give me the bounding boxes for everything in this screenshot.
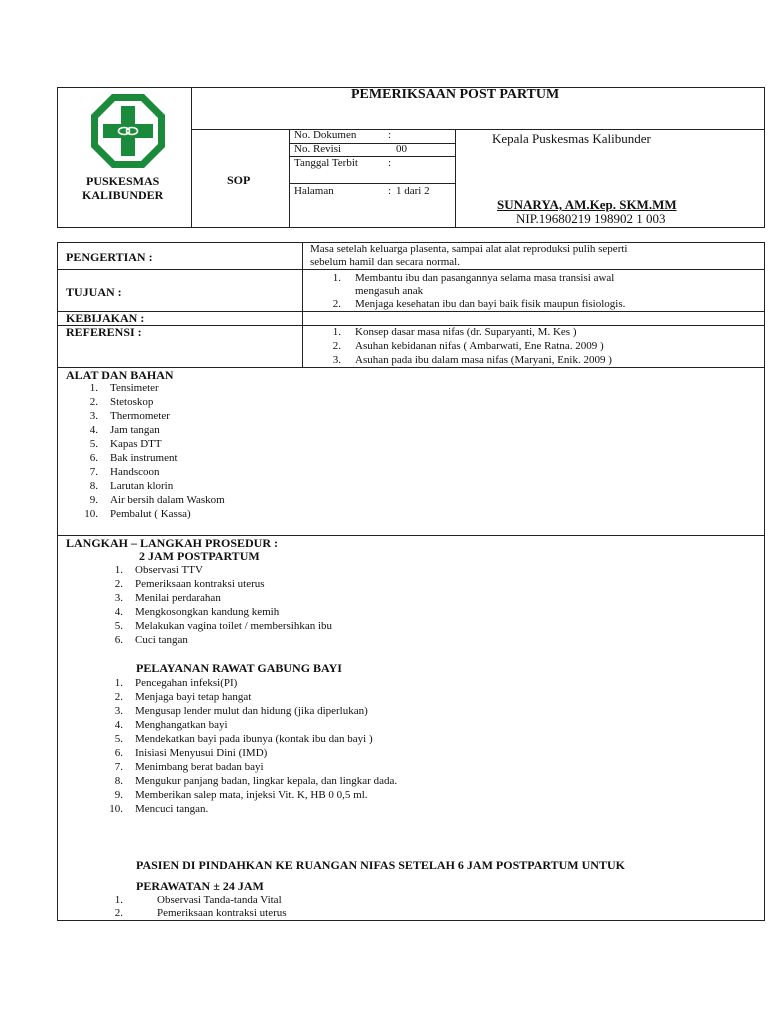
header-left-border: [57, 87, 58, 228]
postpartum-item-text: Pemeriksaan kontraksi uterus: [135, 578, 265, 590]
nifas-item-number: 1.: [114, 894, 123, 906]
alat-item-number: 10.: [84, 508, 98, 520]
postpartum-item-number: 4.: [114, 606, 123, 618]
alat-list: [74, 381, 374, 521]
rawat-gabung-item-text: Menimbang berat badan bayi: [135, 761, 264, 773]
head-name: SUNARYA, AM.Kep. SKM.MM: [497, 197, 677, 212]
referensi-item-number: 2.: [332, 340, 341, 352]
alat-item: [74, 395, 374, 409]
langkah-label: LANGKAH – LANGKAH PROSEDUR :: [66, 536, 279, 550]
pengertian-text-line2: sebelum hamil dan secara normal.: [310, 256, 460, 268]
tujuan-item-number: 1.: [332, 272, 341, 284]
sop-label: SOP: [227, 173, 251, 187]
nifas-item: [99, 907, 499, 920]
postpartum-item: [99, 605, 499, 619]
referensi-item-text: Konsep dasar masa nifas (dr. Suparyanti, M. Kes ): [355, 326, 577, 338]
issue-date-sep: :: [388, 157, 392, 169]
rawat-gabung-item-text: Mencuci tangan.: [135, 803, 209, 815]
doc-row-divider-3: [289, 183, 455, 184]
body-right-border: [764, 242, 765, 921]
alat-item-text: Thermometer: [110, 410, 170, 422]
tujuan-item-text: Menjaga kesehatan ibu dan bayi baik fisik maupun fisiologis.: [355, 298, 626, 310]
org-name-line2: KALIBUNDER: [82, 188, 164, 202]
postpartum-item: [99, 591, 499, 605]
body-bottom-border: [57, 920, 765, 921]
rawat-gabung-item: [99, 802, 539, 816]
doc-number-sep: :: [388, 129, 392, 141]
postpartum-item-text: Melakukan vagina toilet / membersihkan ibu: [135, 620, 333, 632]
rawat-gabung-item-number: 1.: [114, 677, 123, 689]
postpartum-item: [99, 619, 499, 633]
postpartum-item-text: Mengkosongkan kandung kemih: [135, 606, 280, 618]
alat-item-text: Larutan klorin: [110, 480, 174, 492]
kebijakan-label: KEBIJAKAN :: [66, 311, 145, 325]
header-title-divider: [191, 129, 765, 130]
section-2jam-title: 2 JAM POSTPARTUM: [139, 549, 260, 563]
section-nifas-title-line2: PERAWATAN ± 24 JAM: [136, 879, 264, 893]
postpartum-list: [99, 563, 499, 647]
alat-item-text: Handscoon: [110, 466, 160, 478]
alat-item-text: Pembalut ( Kassa): [110, 508, 191, 520]
body-column-divider: [302, 242, 303, 368]
postpartum-item-text: Menilai perdarahan: [135, 592, 221, 604]
alat-item-number: 2.: [89, 396, 98, 408]
rawat-gabung-item: [99, 704, 539, 718]
row-divider-pengertian: [57, 269, 765, 270]
rawat-gabung-item: [99, 774, 539, 788]
nifas-item: [99, 894, 499, 907]
rawat-gabung-item-text: Memberikan salep mata, injeksi Vit. K, HB 0 0,5 ml.: [135, 789, 368, 801]
postpartum-item-number: 2.: [114, 578, 123, 590]
nifas-list: [99, 894, 499, 920]
alat-item-number: 6.: [89, 452, 98, 464]
head-nip: NIP.19680219 198902 1 003: [516, 211, 666, 226]
rawat-gabung-item: [99, 718, 539, 732]
issue-date-label: Tanggal Terbit: [294, 157, 358, 169]
rawat-gabung-list: [99, 676, 539, 816]
rawat-gabung-item: [99, 690, 539, 704]
postpartum-item-text: Cuci tangan: [135, 634, 188, 646]
tujuan-item-text: Membantu ibu dan pasangannya selama masa transisi awal: [355, 272, 615, 284]
rawat-gabung-item-number: 8.: [114, 775, 123, 787]
alat-item-number: 9.: [89, 494, 98, 506]
rawat-gabung-item: [99, 732, 539, 746]
postpartum-item-number: 3.: [114, 592, 123, 604]
header-divider-doc: [455, 129, 456, 228]
alat-item: [74, 437, 374, 451]
page-title: PEMERIKSAAN POST PARTUM: [351, 87, 560, 102]
header-bottom-border: [57, 227, 765, 228]
postpartum-item-number: 5.: [114, 620, 123, 632]
rawat-gabung-item-number: 9.: [114, 789, 123, 801]
rawat-gabung-item-number: 4.: [114, 719, 123, 731]
alat-item-text: Bak instrument: [110, 452, 178, 464]
nifas-item-text: Pemeriksaan kontraksi uterus: [157, 907, 287, 919]
rawat-gabung-item-text: Inisiasi Menyusui Dini (IMD): [135, 747, 268, 759]
alat-item: [74, 451, 374, 465]
rawat-gabung-item-text: Menjaga bayi tetap hangat: [135, 691, 252, 703]
tujuan-item-text-cont: mengasuh anak: [355, 285, 424, 297]
head-title: Kepala Puskesmas Kalibunder: [492, 131, 651, 146]
rawat-gabung-item-text: Mengusap lender mulut dan hidung (jika diperlukan): [135, 705, 368, 717]
rawat-gabung-item: [99, 676, 539, 690]
alat-item-text: Tensimeter: [110, 382, 159, 394]
rawat-gabung-item-number: 10.: [109, 803, 123, 815]
tujuan-label: TUJUAN :: [66, 285, 122, 299]
page-label: Halaman: [294, 185, 334, 197]
alat-item-number: 4.: [89, 424, 98, 436]
rawat-gabung-item-text: Menghangatkan bayi: [135, 719, 228, 731]
rawat-gabung-item: [99, 788, 539, 802]
alat-item-number: 8.: [89, 480, 98, 492]
referensi-item-number: 1.: [332, 326, 341, 338]
rawat-gabung-item-number: 7.: [114, 761, 123, 773]
section-rawat-gabung-title: PELAYANAN RAWAT GABUNG BAYI: [136, 661, 342, 675]
header-right-border: [764, 87, 765, 228]
alat-item-text: Stetoskop: [110, 396, 154, 408]
alat-item-text: Kapas DTT: [110, 438, 162, 450]
alat-label: ALAT DAN BAHAN: [66, 368, 174, 382]
tujuan-item-number: 2.: [332, 298, 341, 310]
postpartum-item-number: 6.: [114, 634, 123, 646]
revision-value: 00: [396, 143, 407, 155]
pengertian-text-line1: Masa setelah keluarga plasenta, sampai alat alat reproduksi pulih seperti: [310, 243, 628, 255]
doc-number-label: No. Dokumen: [294, 129, 357, 141]
alat-item-number: 7.: [89, 466, 98, 478]
rawat-gabung-item: [99, 746, 539, 760]
pengertian-label: PENGERTIAN :: [66, 250, 153, 264]
rawat-gabung-item-number: 2.: [114, 691, 123, 703]
alat-item-text: Jam tangan: [110, 424, 160, 436]
nifas-item-text: Observasi Tanda-tanda Vital: [157, 894, 282, 906]
postpartum-item: [99, 633, 499, 647]
org-name-line1: PUSKESMAS: [86, 174, 160, 188]
header-divider-logo: [191, 87, 192, 228]
postpartum-item: [99, 563, 499, 577]
referensi-item-text: Asuhan kebidanan nifas ( Ambarwati, Ene Ratna. 2009 ): [355, 340, 604, 352]
nifas-item-number: 2.: [114, 907, 123, 919]
revision-label: No. Revisi: [294, 143, 342, 155]
alat-item-text: Air bersih dalam Waskom: [110, 494, 225, 506]
postpartum-item-text: Observasi TTV: [135, 564, 203, 576]
rawat-gabung-item-number: 6.: [114, 747, 123, 759]
rawat-gabung-item-number: 3.: [114, 705, 123, 717]
alat-item: [74, 381, 374, 395]
postpartum-item-number: 1.: [114, 564, 123, 576]
alat-item: [74, 493, 374, 507]
alat-item: [74, 507, 374, 521]
page-value: 1 dari 2: [396, 185, 430, 197]
referensi-item-text: Asuhan pada ibu dalam masa nifas (Maryani, Enik. 2009 ): [355, 354, 612, 366]
section-nifas-title-line1: PASIEN DI PINDAHKAN KE RUANGAN NIFAS SETELAH 6 JAM POSTPARTUM UNTUK: [136, 858, 625, 872]
rawat-gabung-item: [99, 760, 539, 774]
alat-item: [74, 423, 374, 437]
puskesmas-logo-icon: [89, 92, 167, 170]
rawat-gabung-item-text: Pencegahan infeksi(PI): [135, 677, 238, 689]
referensi-item-number: 3.: [332, 354, 341, 366]
alat-item: [74, 409, 374, 423]
body-left-border: [57, 242, 58, 921]
alat-item-number: 1.: [89, 382, 98, 394]
rawat-gabung-item-text: Mengukur panjang badan, lingkar kepala, dan lingkar dada.: [135, 775, 398, 787]
alat-item-number: 3.: [89, 410, 98, 422]
alat-item: [74, 465, 374, 479]
row-divider-tujuan: [57, 311, 765, 312]
alat-item: [74, 479, 374, 493]
rawat-gabung-item-number: 5.: [114, 733, 123, 745]
page-sep: :: [388, 185, 392, 197]
referensi-label: REFERENSI :: [66, 325, 142, 339]
postpartum-item: [99, 577, 499, 591]
alat-item-number: 5.: [89, 438, 98, 450]
rawat-gabung-item-text: Mendekatkan bayi pada ibunya (kontak ibu dan bayi ): [135, 733, 373, 745]
